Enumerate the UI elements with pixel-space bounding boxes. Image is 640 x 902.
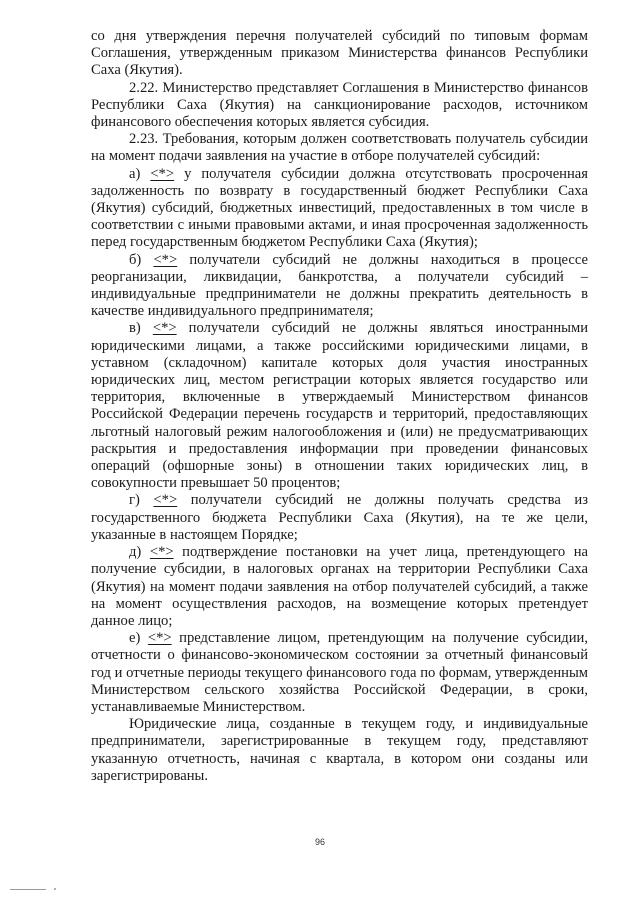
list-item-b — [91, 252, 588, 321]
item-text-g: получатели субсидий не должны получать средства из государственного бюджета Республики Саха (Якутия), на те же цели, указанные в настоящем Порядке; — [91, 492, 588, 543]
item-letter-b: б) — [129, 251, 142, 268]
footnote-marker-link[interactable]: <*> — [153, 251, 178, 268]
item-letter-e: е) — [129, 630, 141, 647]
list-item-a — [91, 166, 588, 252]
footnote-marker-link[interactable]: <*> — [153, 492, 178, 509]
document-page — [91, 28, 588, 785]
item-letter-g: г) — [129, 492, 140, 509]
item-text-a: у получателя субсидии должна отсутствовать просроченная задолженность по возврату в государственный бюджет Республики Саха (Якутия) субсидий, бюджетных инвестиций, предоставленных в том числе в соответствии с иными правовыми актами, и иная просроченная задолженность перед государственным бюджетом Республики Саха (Якутия); — [91, 165, 588, 251]
list-item-d — [91, 544, 588, 630]
item-letter-v: в) — [129, 320, 141, 337]
item-letter-a: а) — [129, 165, 141, 182]
paragraph-final: Юридические лица, созданные в текущем году, и индивидуальные предприниматели, зарегистрированные в текущем году, представляют указанную отчетность, начиная с квартала, в котором они созданы или зарегистрированы. — [91, 716, 588, 784]
paragraph-2-23: 2.23. Требования, которым должен соответствовать получатель субсидии на момент подачи заявления на участие в отборе получателей субсидий: — [91, 131, 588, 165]
footnote-marker-link[interactable]: <*> — [149, 544, 174, 561]
page-number: 96 — [314, 837, 325, 847]
item-text-v: получатели субсидий не должны являться иностранными юридическими лицами, а также российскими юридическими лицами, в уставном (складочном) капитале которых доля участия иностранных юридических лиц, местом регистрации которых является государство или территория, включенные в утверждаемый Министерством финансов Российской Федерации перечень государств и территорий, предоставляющих льготный налоговый режим налогообложения и (или) не предусматривающих раскрытия и предоставления информации при проведении финансовых операций (офшорные зоны) в отношении таких юридических лиц, в совокупности превышает 50 процентов; — [91, 320, 589, 492]
footnote-marker-link[interactable]: <*> — [152, 320, 177, 337]
item-text-d: подтверждение постановки на учет лица, претендующего на получение субсидии, в налоговых органах на территории Республики Саха (Якутия) на момент подачи заявления на отбор получателей субсидий, а также на момент осуществления расходов, на возмещение которых претендует данное лицо; — [91, 544, 589, 629]
scan-edge-line — [10, 889, 46, 890]
footnote-marker-link[interactable]: <*> — [147, 630, 172, 647]
paragraph-2-22: 2.22. Министерство представляет Соглашения в Министерство финансов Республики Саха (Якутия) на санкционирование расходов, источником финансового обеспечения которых является субсидия. — [91, 79, 588, 131]
item-text-e: представление лицом, претендующим на получение субсидии, отчетности о финансово-экономическом состоянии за отчетный финансовый год и отчетные периоды текущего финансового года по формам, утвержденным Министерством сельского хозяйства Российской Федерации, в сроки, устанавливаемые Министерством. — [91, 630, 588, 715]
scan-edge-dot — [54, 888, 56, 890]
paragraph-continuation: со дня утверждения перечня получателей субсидий по типовым формам Соглашения, утвержденным приказом Министерства финансов Республики Саха (Якутия). — [91, 28, 588, 79]
list-item-g — [91, 492, 588, 544]
footnote-marker-link[interactable]: <*> — [150, 165, 175, 182]
list-item-v — [91, 320, 588, 492]
item-letter-d: д) — [129, 544, 142, 561]
item-text-b: получатели субсидий не должны находиться в процессе реорганизации, ликвидации, банкротства, а получатели субсидий – индивидуальные предприниматели не должны прекратить деятельность в качестве индивидуального предпринимателя; — [91, 251, 588, 320]
list-item-e — [91, 630, 588, 716]
